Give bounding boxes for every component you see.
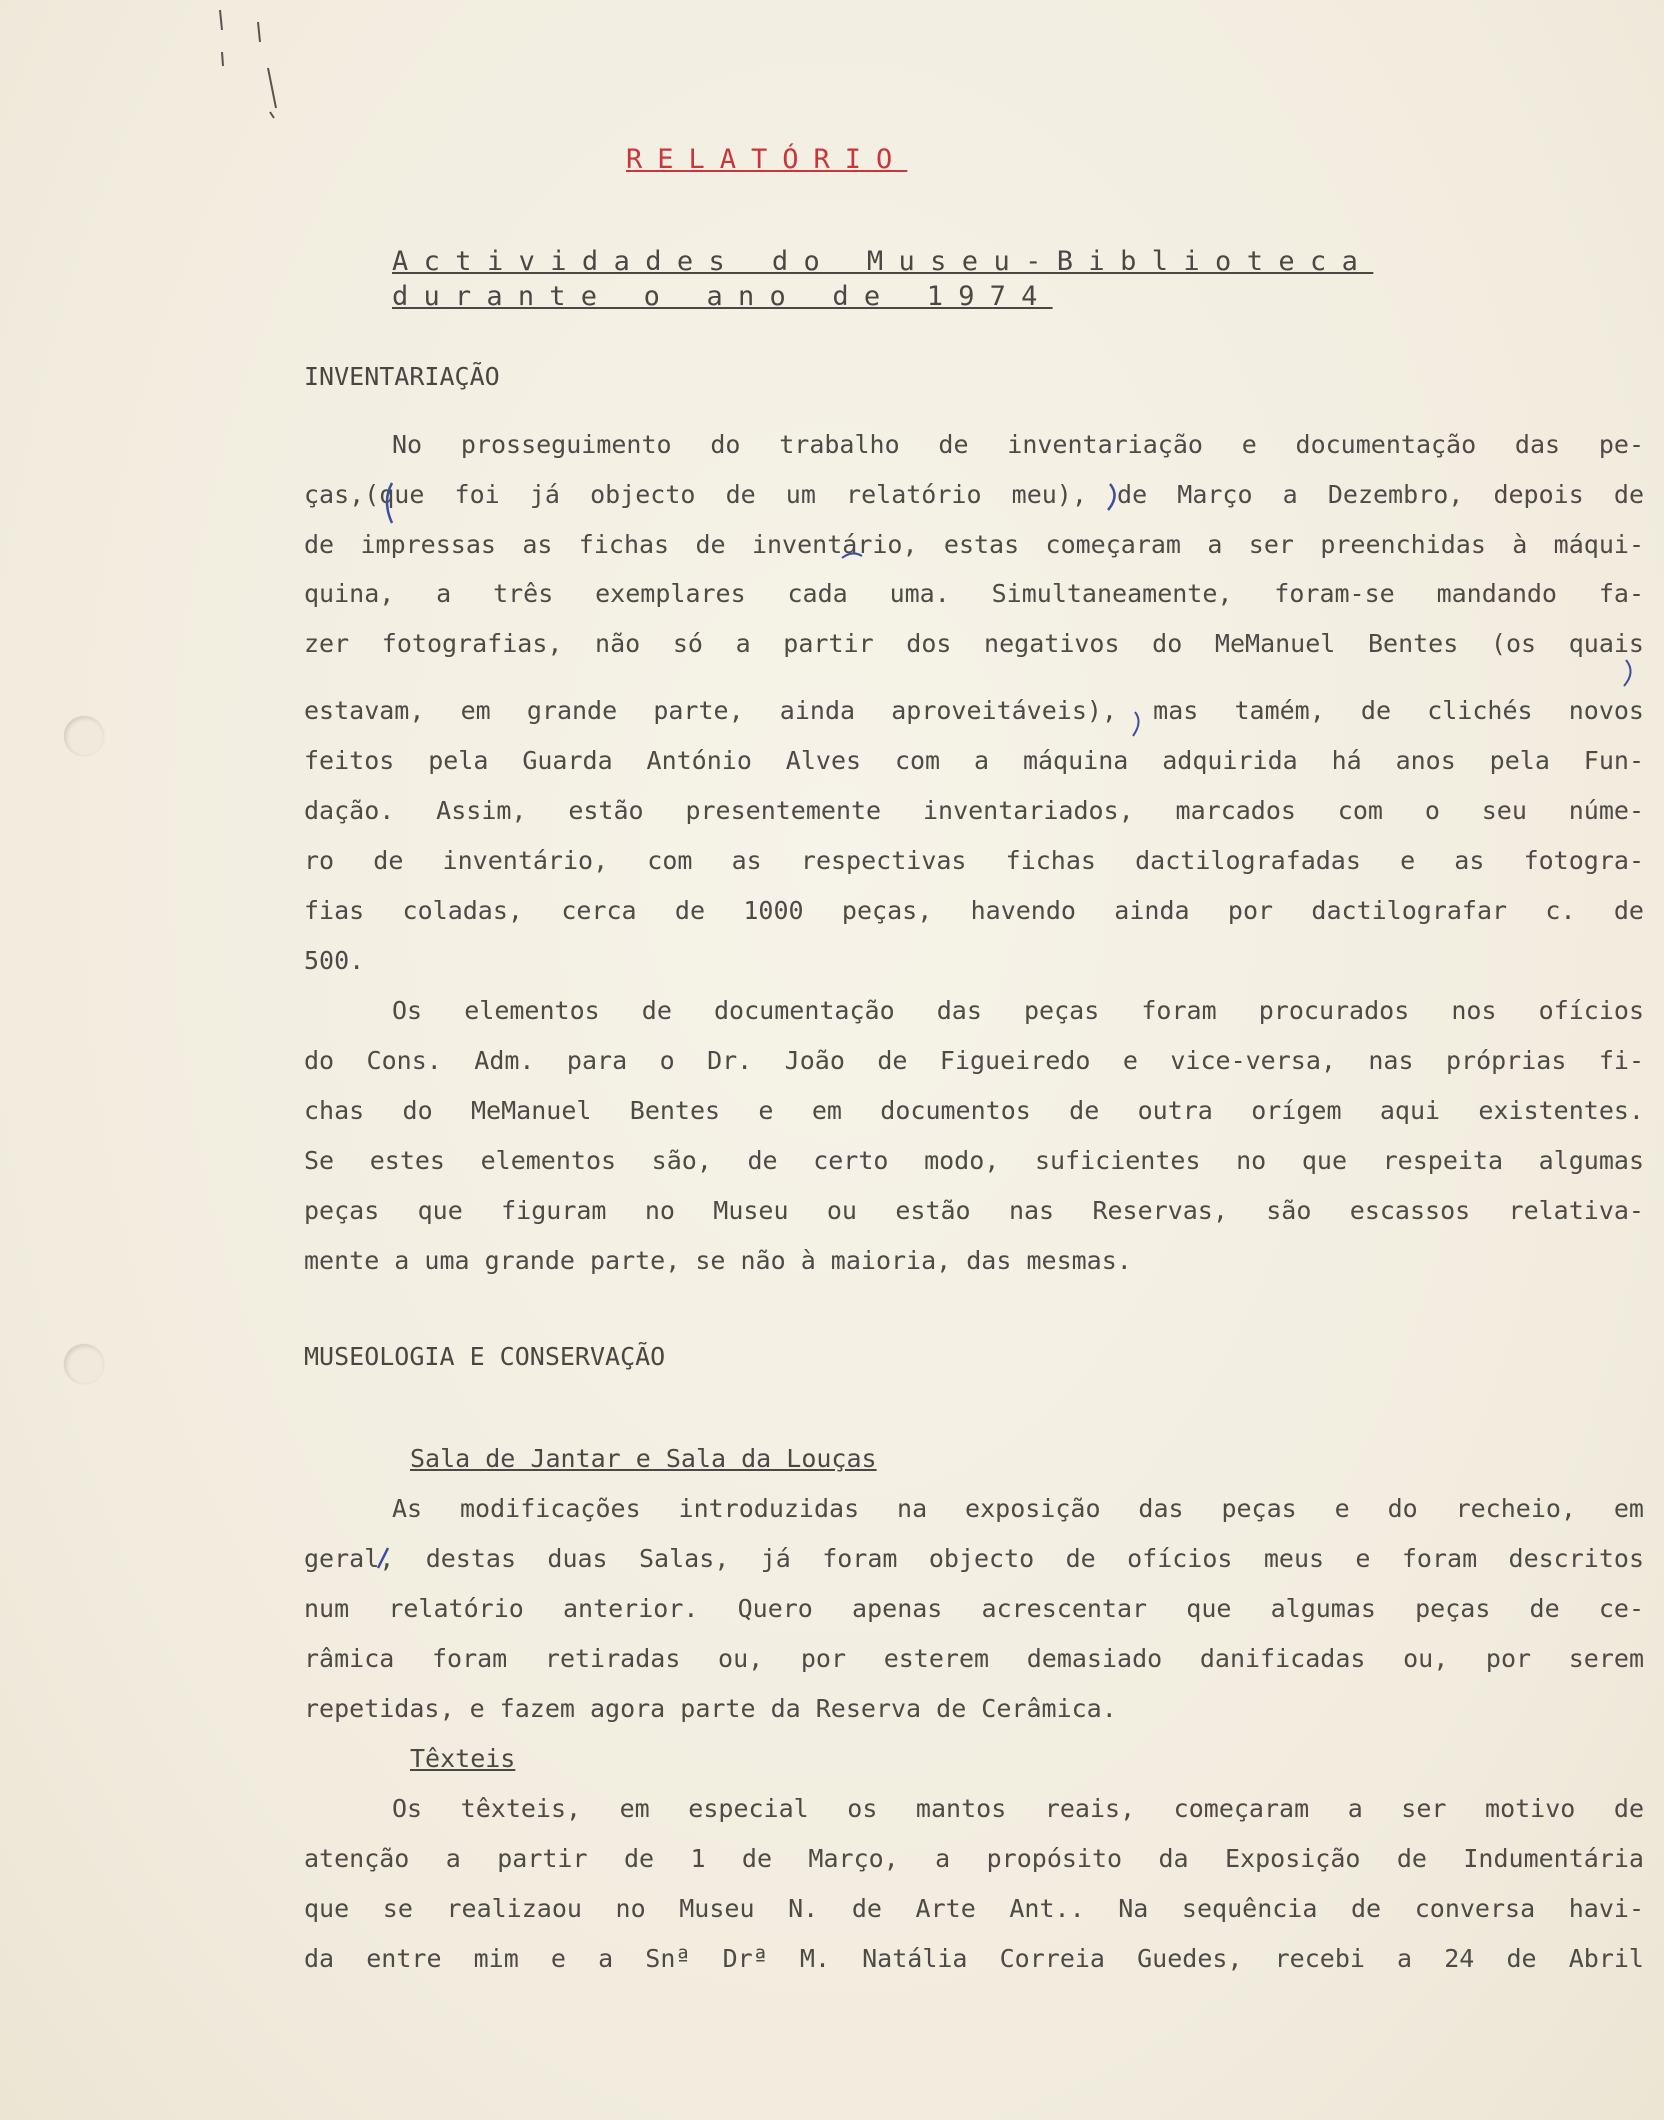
section-heading-inventariacao: INVENTARIAÇÃO	[304, 362, 500, 391]
body-line: que se realizaou no Museu N. de Arte Ant.. Na sequência de conversa havi-	[304, 1894, 1644, 1923]
body-line: do Cons. Adm. para o Dr. João de Figueiredo e vice-versa, nas próprias fi-	[304, 1046, 1644, 1075]
body-line: feitos pela Guarda António Alves com a máquina adquirida há anos pela Fun-	[304, 746, 1644, 775]
body-line: estavam, em grande parte, ainda aproveitáveis), mas tamém, de clichés novos	[304, 696, 1644, 725]
document-title: RELATÓRIO	[626, 144, 908, 175]
body-line: 500.	[304, 946, 365, 975]
document-subtitle-line2: durante o ano de 1974	[392, 281, 1053, 312]
body-line: chas do MeManuel Bentes e em documentos de outra orígem aqui existentes.	[304, 1096, 1644, 1125]
body-line: num relatório anterior. Quero apenas acrescentar que algumas peças de ce-	[304, 1594, 1644, 1623]
body-line: râmica foram retiradas ou, por esterem demasiado danificadas ou, por serem	[304, 1644, 1644, 1673]
body-line: quina, a três exemplares cada uma. Simultaneamente, foram-se mandando fa-	[304, 579, 1644, 608]
body-line: repetidas, e fazem agora parte da Reserva de Cerâmica.	[304, 1694, 1117, 1723]
subsection-title-sala-jantar: Sala de Jantar e Sala da Louças	[410, 1444, 877, 1473]
body-line: dação. Assim, estão presentemente inventariados, marcados com o seu núme-	[304, 796, 1644, 825]
body-line: geral, destas duas Salas, já foram objecto de ofícios meus e foram descritos	[304, 1544, 1644, 1573]
document-subtitle-line1: Actividades do Museu-Biblioteca	[392, 246, 1374, 277]
body-line: mente a uma grande parte, se não à maioria, das mesmas.	[304, 1246, 1132, 1275]
body-line: de impressas as fichas de inventário, estas começaram a ser preenchidas à máqui-	[304, 530, 1644, 559]
body-line: Se estes elementos são, de certo modo, suficientes no que respeita algumas	[304, 1146, 1644, 1175]
body-line: zer fotografias, não só a partir dos negativos do MeManuel Bentes (os quais	[304, 629, 1644, 658]
body-line: peças que figuram no Museu ou estão nas Reservas, são escassos relativa-	[304, 1196, 1644, 1225]
subsection-title-texteis: Têxteis	[410, 1744, 516, 1773]
section-heading-museologia: MUSEOLOGIA E CONSERVAÇÃO	[304, 1342, 666, 1371]
body-line: ro de inventário, com as respectivas fichas dactilografadas e as fotogra-	[304, 846, 1644, 875]
body-line: atenção a partir de 1 de Março, a propósito da Exposição de Indumentária	[304, 1844, 1644, 1873]
body-line: As modificações introduzidas na exposição das peças e do recheio, em	[392, 1494, 1644, 1523]
body-line: fias coladas, cerca de 1000 peças, havendo ainda por dactilografar c. de	[304, 896, 1644, 925]
body-line: Os elementos de documentação das peças foram procurados nos ofícios	[392, 996, 1644, 1025]
body-line: da entre mim e a Snª Drª M. Natália Correia Guedes, recebi a 24 de Abril	[304, 1944, 1644, 1973]
body-line: No prosseguimento do trabalho de inventariação e documentação das pe-	[392, 430, 1644, 459]
body-line: Os têxteis, em especial os mantos reais, começaram a ser motivo de	[392, 1794, 1644, 1823]
body-line: ças,(que foi já objecto de um relatório meu), de Março a Dezembro, depois de	[304, 480, 1644, 509]
